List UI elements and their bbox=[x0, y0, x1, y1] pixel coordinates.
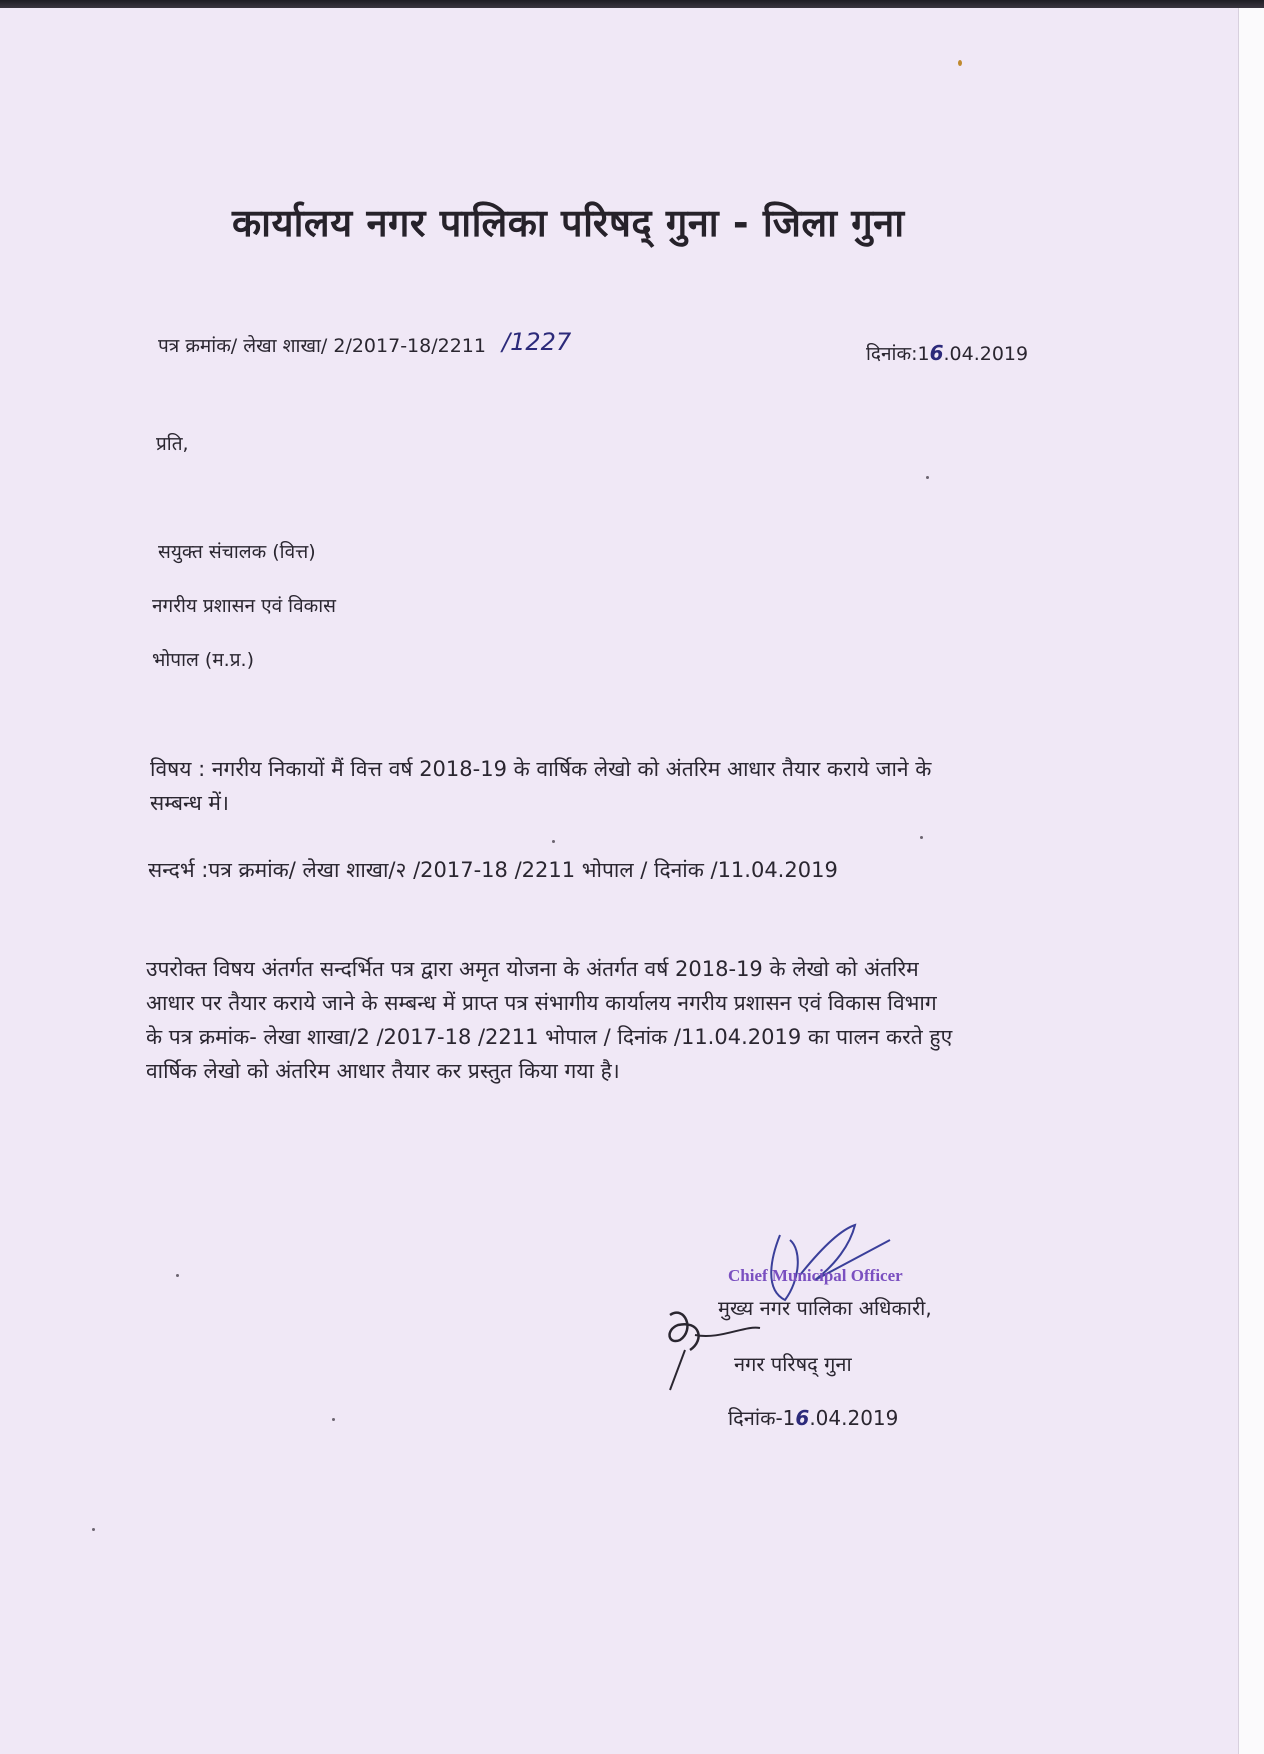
reference-number-handwritten: /1227 bbox=[502, 328, 572, 356]
letter-date-handwritten: 6 bbox=[929, 341, 944, 365]
subject-block bbox=[150, 752, 1110, 820]
body-paragraph bbox=[146, 952, 1106, 1088]
signature-date-prefix: दिनांक-1 bbox=[728, 1406, 796, 1430]
body-line-1: उपरोक्त विषय अंतर्गत सन्दर्भित पत्र द्वारा अमृत योजना के अंतर्गत वर्ष 2018-19 के लेखो को अंतरिम bbox=[146, 957, 919, 981]
office-heading: कार्यालय नगर पालिका परिषद् गुना - जिला गुना bbox=[232, 201, 905, 245]
signatory-office: नगर परिषद् गुना bbox=[734, 1352, 852, 1376]
scan-speck bbox=[92, 1528, 95, 1531]
scan-speck bbox=[958, 60, 962, 66]
body-line-4: वार्षिक लेखो को अंतरिम आधार तैयार कर प्रस्तुत किया गया है। bbox=[146, 1059, 620, 1083]
subject-line-2: सम्बन्ध में। bbox=[150, 791, 229, 815]
scan-speck bbox=[176, 1274, 179, 1277]
salutation: प्रति, bbox=[156, 433, 189, 455]
recipient-line-3: भोपाल (म.प्र.) bbox=[152, 649, 254, 671]
scan-speck bbox=[920, 836, 923, 839]
official-stamp: Chief Municipal Officer bbox=[728, 1266, 903, 1285]
scan-right-edge bbox=[1238, 8, 1264, 1754]
subject-line-1: विषय : नगरीय निकायों मैं वित्त वर्ष 2018-19 के वार्षिक लेखो को अंतरिम आधार तैयार कराये जाने के bbox=[150, 757, 932, 781]
scan-top-edge bbox=[0, 0, 1264, 8]
scan-speck bbox=[552, 840, 555, 843]
signature-date-handwritten: 6 bbox=[795, 1406, 810, 1430]
recipient-line-2: नगरीय प्रशासन एवं विकास bbox=[152, 595, 337, 617]
recipient-line-1: सयुक्त संचालक (वित्त) bbox=[158, 541, 316, 563]
reference-number-printed: पत्र क्रमांक/ लेखा शाखा/ 2/2017-18/2211 bbox=[158, 335, 486, 357]
reference-number bbox=[158, 328, 572, 358]
body-line-3: के पत्र क्रमांक- लेखा शाखा/2 /2017-18 /2211 भोपाल / दिनांक /11.04.2019 का पालन करते हुए bbox=[146, 1025, 953, 1049]
body-line-2: आधार पर तैयार कराये जाने के सम्बन्ध में प्राप्त पत्र संभागीय कार्यालय नगरीय प्रशासन एवं विकास विभाग bbox=[146, 991, 937, 1015]
signature-date-suffix: .04.2019 bbox=[809, 1406, 899, 1430]
signatory-title: मुख्य नगर पालिका अधिकारी, bbox=[718, 1296, 932, 1320]
scan-speck bbox=[332, 1418, 335, 1421]
letter-date bbox=[866, 340, 1028, 366]
reference-line: सन्दर्भ :पत्र क्रमांक/ लेखा शाखा/२ /2017-18 /2211 भोपाल / दिनांक /11.04.2019 bbox=[148, 858, 838, 882]
letter-date-prefix: दिनांक:1 bbox=[866, 343, 930, 365]
scan-speck bbox=[926, 476, 929, 479]
signature-date bbox=[728, 1404, 898, 1431]
letter-date-suffix: .04.2019 bbox=[943, 343, 1029, 365]
